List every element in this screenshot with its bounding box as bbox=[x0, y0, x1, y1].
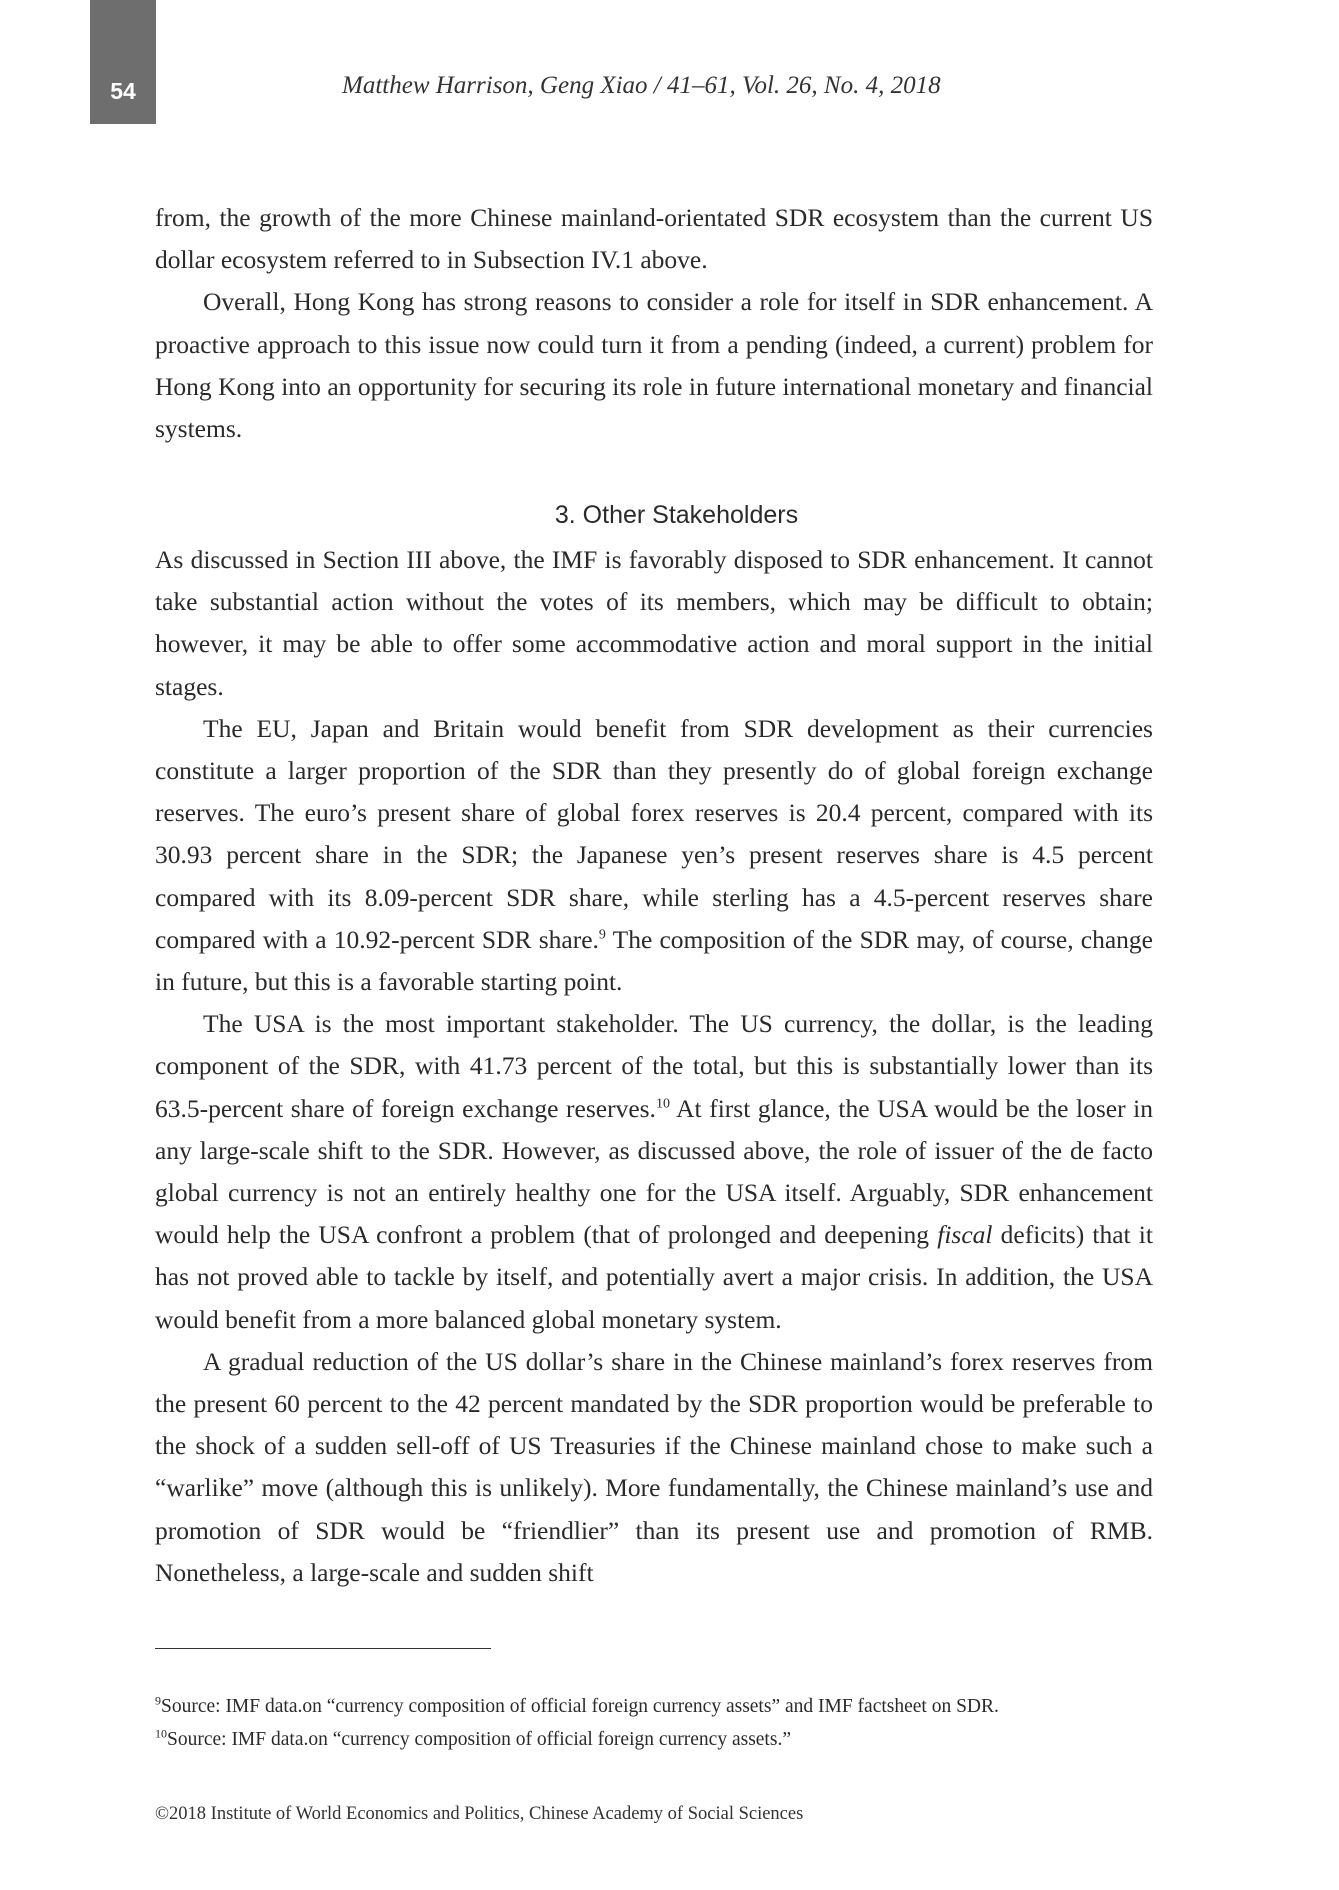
footnote bbox=[155, 1723, 1155, 1756]
paragraph-text: The EU, Japan and Britain would benefit from SDR development as their currencies constitute a larger proportion of the SDR than they presently do of global foreign exchange reserves. The euro’s present share of global forex reserves is 20.4 percent, compared with its 30.93 percent share in the SDR; the Japanese yen’s present reserves share is 4.5 percent compared with its 8.09-percent SDR share, while sterling has a 4.5-percent reserves share compared with a 10.92-percent SDR share. bbox=[155, 713, 1153, 954]
paragraph-text: At first glance, the USA would be the loser in any large-scale shift to the SDR. However, as discussed above, the role of issuer of the de facto global currency is not an entirely healthy one for the USA itself. Arguably, SDR enhancement would help the USA confront a problem (that of prolonged and deepening bbox=[155, 1093, 1153, 1250]
page-number: 54 bbox=[110, 78, 136, 104]
footnote-ref: 9 bbox=[598, 927, 606, 943]
paragraph-text: deficits) that it has not proved able to tackle by itself, and potentially avert a major crisis. In addition, the USA would benefit from a more balanced global monetary system. bbox=[155, 1220, 1153, 1334]
paragraph bbox=[155, 1003, 1153, 1341]
paragraph: As discussed in Section III above, the IMF is favorably disposed to SDR enhancement. It cannot take substantial action without the votes of its members, which may be difficult to obtain; however, it may be able to offer some accommodative action and moral support in the initial stages. bbox=[155, 545, 1153, 701]
paragraph: from, the growth of the more Chinese mainland-orientated SDR ecosystem than the current US dollar ecosystem referred to in Subsection IV.1 above. bbox=[155, 203, 1153, 275]
page-number-tab bbox=[90, 0, 156, 124]
footnote-rule bbox=[155, 1648, 491, 1649]
footnotes bbox=[155, 1690, 1155, 1756]
footnote-number: 10 bbox=[155, 1726, 167, 1741]
paragraph: A gradual reduction of the US dollar’s share in the Chinese mainland’s forex reserves from the present 60 percent to the 42 percent mandated by the SDR proportion would be preferable to the shock of a sudden sell-off of US Treasuries if the Chinese mainland chose to make such a “warlike” move (although this is unlikely). More fundamentally, the Chinese mainland’s use and promotion of SDR would be “friendlier” than its present use and promotion of RMB. Nonetheless, a large-scale and sudden shift bbox=[155, 1346, 1153, 1587]
paragraph-text: The USA is the most important stakeholder. The US currency, the dollar, is the leading component of the SDR, with 41.73 percent of the total, but this is substantially lower than its 63.5-percent share of foreign exchange reserves. bbox=[155, 1009, 1153, 1123]
footnote-text: Source: IMF data.on “currency composition of official foreign currency assets” and IMF factsheet on SDR. bbox=[161, 1696, 999, 1717]
body-text-lower bbox=[155, 539, 1153, 1594]
section-heading: 3. Other Stakeholders bbox=[554, 501, 799, 529]
footnote-text: Source: IMF data.on “currency composition of official foreign currency assets.” bbox=[167, 1729, 791, 1750]
footnote-number: 9 bbox=[155, 1693, 161, 1708]
italic-term: fiscal bbox=[937, 1220, 993, 1250]
footnote-ref: 10 bbox=[655, 1096, 670, 1112]
paragraph-text: The composition of the SDR may, of course, change in future, but this is a favorable starting point. bbox=[155, 924, 1153, 997]
paragraph bbox=[155, 708, 1153, 1003]
paragraph: Overall, Hong Kong has strong reasons to consider a role for itself in SDR enhancement. A proactive approach to this issue now could turn it from a pending (indeed, a current) problem for Hong Kong into an opportunity for securing its role in future international monetary and financial systems. bbox=[155, 287, 1153, 444]
body-text-upper bbox=[155, 197, 1153, 450]
copyright-notice: ©2018 Institute of World Economics and Politics, Chinese Academy of Social Sciences bbox=[155, 1804, 804, 1824]
footnote bbox=[155, 1690, 1155, 1723]
running-header: Matthew Harrison, Geng Xiao / 41–61, Vol. 26, No. 4, 2018 bbox=[342, 72, 941, 99]
